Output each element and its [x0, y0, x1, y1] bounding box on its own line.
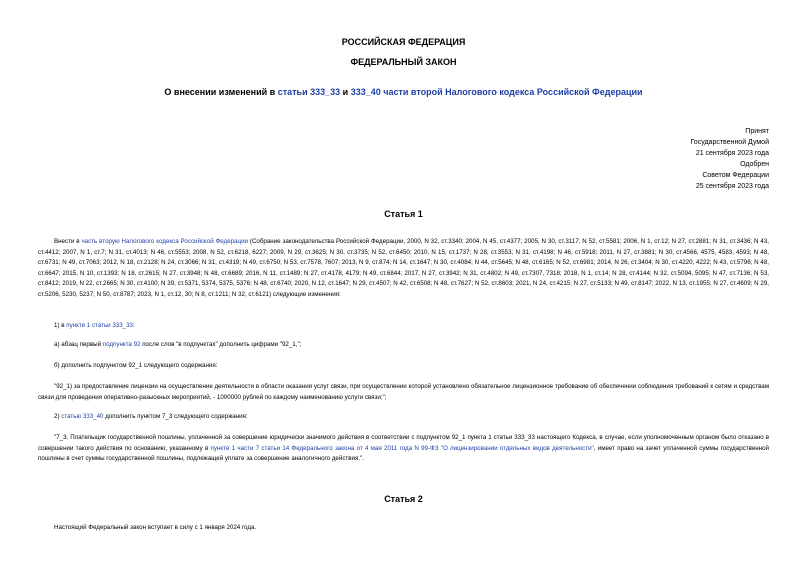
article-1-intro: [38, 237, 769, 300]
intro-text-after: (Собрание законодательства Российской Федерации, 2000, N 32, ст.3340; 2004, N 45, ст.4377; 2005, N 30, ст.3117; N 52, ст.5581; 2006, N 1, ст.12; N 27, ст.2881; N 31, ст.3436; N 43, ст.4412; 2007, N 1, ст.7; N 31, ст.4013; N 46, ст.5553; 2008, N 52, ст.6218, 6227; 2009, N 29, ст.3625; N 30, ст.3735; N 52, ст.6450; 2010, N 15, ст.1737; N 28, ст.3553; N 31, ст.4198; N 46, ст.5918; 2011, N 27, ст.3881; N 30, ст.4566, 4575, 4583, 4593; N 48, ст.6731; N 49, ст.7063; 2012, N 18, ст.2128; N 24, ст.3066; N 31, ст.4319; N 49, ст.6750; N 53, ст.7578, 7607; 2013, N 9, ст.874; N 14, ст.1647; N 30, ст.4084; N 44, ст.5645; N 48, ст.6165; N 52, ст.6981; 2014, N 26, ст.3404; N 30, ст.4220, 4222; N 43, ст.5796; N 48, ст.6647; 2015, N 10, ст.1393; N 18, ст.2615; N 27, ст.3948; N 48, ст.6689; 2016, N 11, ст.1489; N 27, ст.4178, 4179; N 49, ст.6844; 2017, N 27, ст.3942; N 31, ст.4802; N 49, ст.7307, 7318; 2018, N 1, ст.14; N 28, ст.4144; N 32, ст.5094, 5095; N 47, ст.7136; N 53, ст.8412; 2019, N 22, ст.2665; N 30, ст.4100; N 39, ст.5371, 5374, 5375, 5376; N 48, ст.6740; 2020, N 12, ст.1647; N 29, ст.4507; N 42, ст.6508; N 48, ст.7627; N 52, ст.8603; 2021, N 24, ст.4215; N 27, ст.5133; N 49, ст.8147; 2022, N 13, ст.1955; N 27, ст.4609; N 29, ст.5206, 5230, 5237; N 50, ст.8787; 2023, N 1, ст.12, 30; N 8, ст.1211; N 32, ст.6121) следующие изменения:: [38, 238, 769, 298]
quote-7-3: [38, 433, 769, 465]
item-b: б) дополнить подпунктом 92_1 следующего содержания:: [54, 362, 218, 369]
item-2-link[interactable]: статью 333_40: [61, 413, 104, 420]
doc-type-heading: ФЕДЕРАЛЬНЫЙ ЗАКОН: [350, 57, 457, 67]
title-text-before: О внесении изменений в: [164, 87, 278, 97]
title-link-333-40[interactable]: 333_40 части второй Налогового кодекса Российской Федерации: [350, 87, 643, 97]
law-title: [0, 87, 807, 97]
quote-92-1: "92_1) за предоставление лицензии на осуществление деятельности в области оказания услуг связи, при осуществлении которой установлено обязательное лицензионное требование об обеспечении соблюдения требований к сетям и средствам связи для проведения оперативно-разыскных мероприятий, - 1000000 рублей по каждому наименованию услуги связи;";: [38, 383, 769, 401]
article-2-heading: Статья 2: [384, 494, 423, 504]
intro-text-before: Внести в: [54, 238, 82, 245]
quote-7-3-text-after: , имеет право на зачет уплаченной суммы государственной пошлины в счет суммы государственной пошлины, подлежащей уплате за совершение аналогичного действия.".: [38, 444, 769, 462]
tax-code-part-two-link[interactable]: часть вторую Налогового кодекса Российской Федерации: [81, 238, 249, 245]
item-2-text-after: дополнить пунктом 7_3 следующего содержания:: [103, 413, 248, 420]
approval-line: 21 сентября 2023 года: [695, 150, 769, 157]
item-1-text-after: :: [133, 322, 135, 329]
approval-line: Государственной Думой: [690, 139, 769, 146]
approval-block: [569, 126, 769, 192]
item-a: [38, 340, 769, 351]
item-1-link[interactable]: пункте 1 статьи 333_33: [66, 322, 134, 329]
item-a-text-before: а) абзац первый: [54, 341, 103, 348]
licensing-law-link[interactable]: пункте 1 части 7 статьи 14 Федерального закона от 4 мая 2011 года N 99-ФЗ "О лицензировании отдельных видов деятельности": [210, 444, 594, 452]
item-1: [38, 321, 769, 332]
title-link-333-33[interactable]: статьи 333_33: [277, 87, 341, 97]
item-a-text-after: после слов "в подпунктах" дополнить цифрами "92_1,";: [140, 341, 302, 348]
article-2-text: Настоящий Федеральный закон вступает в силу с 1 января 2024 года.: [54, 524, 257, 531]
item-1-text-before: 1) в: [54, 322, 67, 329]
approval-line: Советом Федерации: [702, 172, 769, 179]
quote-7-3-text-before: "7_3. Плательщик государственной пошлины, уплаченной за совершение юридически значимого действия в соответствии с подпунктом 92_1 пункта 1 статьи 333_33 настоящего Кодекса, в случае, если уполномоченным органом было отказано в совершении такого действия по основанию, указанному в: [38, 434, 769, 452]
item-2-text-before: 2): [54, 413, 62, 420]
article-1-heading: Статья 1: [384, 209, 423, 219]
country-heading: РОССИЙСКАЯ ФЕДЕРАЦИЯ: [341, 37, 466, 47]
approval-line: Принят: [745, 128, 769, 135]
approval-line: Одобрен: [740, 161, 769, 168]
title-text-mid: и: [340, 87, 351, 97]
item-a-link[interactable]: подпункта 92: [102, 341, 141, 348]
item-2: [38, 412, 769, 423]
approval-line: 25 сентября 2023 года: [695, 183, 769, 190]
